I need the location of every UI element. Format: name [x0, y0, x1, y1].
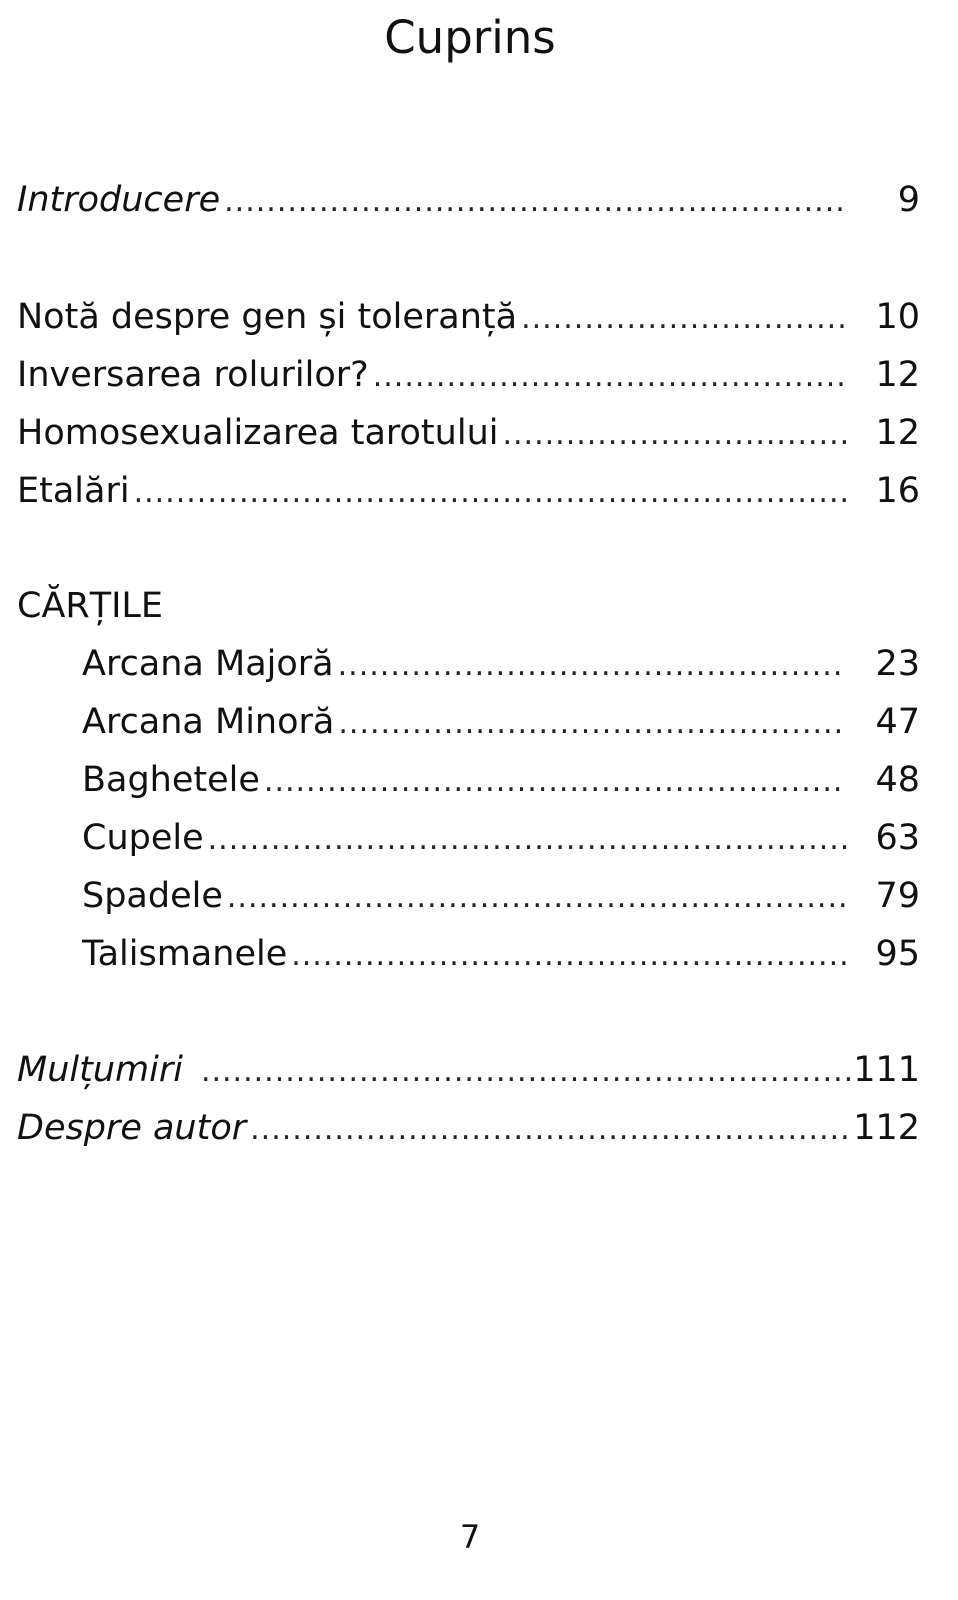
toc-entry-label: Homosexualizarea tarotului	[17, 413, 499, 453]
toc-entry-page-number: 12	[875, 413, 920, 453]
toc-entry-cupele[interactable]	[82, 814, 920, 862]
toc-entry-introducere[interactable]	[17, 176, 920, 224]
dot-leader	[224, 178, 846, 226]
dot-leader	[338, 642, 846, 690]
toc-entry-label: Despre autor	[17, 1108, 247, 1148]
toc-entry-page-number: 63	[875, 818, 920, 858]
toc-entry-multumiri[interactable]	[17, 1046, 920, 1094]
dot-leader	[208, 816, 846, 864]
toc-entry-label: Baghetele	[82, 760, 260, 800]
toc-entry-label: Etalări	[17, 471, 130, 511]
toc-entry-page-number: 95	[875, 934, 920, 974]
toc-entry-despre-autor[interactable]	[17, 1104, 920, 1152]
toc-entry-baghetele[interactable]	[82, 756, 920, 804]
toc-entry-page-number: 12	[875, 355, 920, 395]
toc-entry-label: Notă despre gen și toleranță	[17, 297, 518, 337]
toc-entry-label: Mulțumiri	[17, 1050, 183, 1090]
toc-entry-page-number: 48	[875, 760, 920, 800]
toc-entry-page-number: 23	[875, 644, 920, 684]
dot-leader	[250, 1106, 851, 1154]
toc-entry-page-number: 16	[875, 471, 920, 511]
dot-leader	[521, 295, 846, 343]
toc-entry-label: Arcana Majoră	[82, 644, 334, 684]
page-number: 7	[459, 1518, 481, 1556]
toc-entry-page-number: 9	[897, 180, 920, 220]
toc-entry-arcana-majora[interactable]	[82, 640, 920, 688]
dot-leader	[227, 874, 846, 922]
toc-entry-arcana-minora[interactable]	[82, 698, 920, 746]
dot-leader	[264, 758, 846, 806]
toc-entry-label: Cupele	[82, 818, 204, 858]
dot-leader	[134, 469, 846, 517]
toc-entry-inversarea-rolurilor[interactable]	[17, 351, 920, 399]
toc-entry-label: Introducere	[17, 180, 221, 220]
toc-entry-etalari[interactable]	[17, 467, 920, 515]
toc-entry-homosexualizarea-tarotului[interactable]	[17, 409, 920, 457]
toc-entry-page-number: 111	[853, 1050, 920, 1090]
section-heading: CĂRȚILE	[17, 586, 164, 626]
toc-entry-page-number: 112	[853, 1108, 920, 1148]
toc-entry-label: Talismanele	[82, 934, 288, 974]
toc-entry-page-number: 47	[875, 702, 920, 742]
toc-entry-label: Arcana Minoră	[82, 702, 335, 742]
toc-entry-page-number: 10	[875, 297, 920, 337]
toc-entry-label: Inversarea rolurilor?	[17, 355, 369, 395]
toc-entry-spadele[interactable]	[82, 872, 920, 920]
page-title: Cuprins	[384, 11, 556, 64]
dot-leader	[373, 353, 846, 401]
dot-leader	[291, 932, 846, 980]
toc-entry-nota-despre-gen[interactable]	[17, 293, 920, 341]
dot-leader	[338, 700, 846, 748]
toc-entry-label: Spadele	[82, 876, 223, 916]
toc-entry-page-number: 79	[875, 876, 920, 916]
toc-entry-talismanele[interactable]	[82, 930, 920, 978]
dot-leader	[201, 1048, 851, 1096]
dot-leader	[502, 411, 846, 459]
